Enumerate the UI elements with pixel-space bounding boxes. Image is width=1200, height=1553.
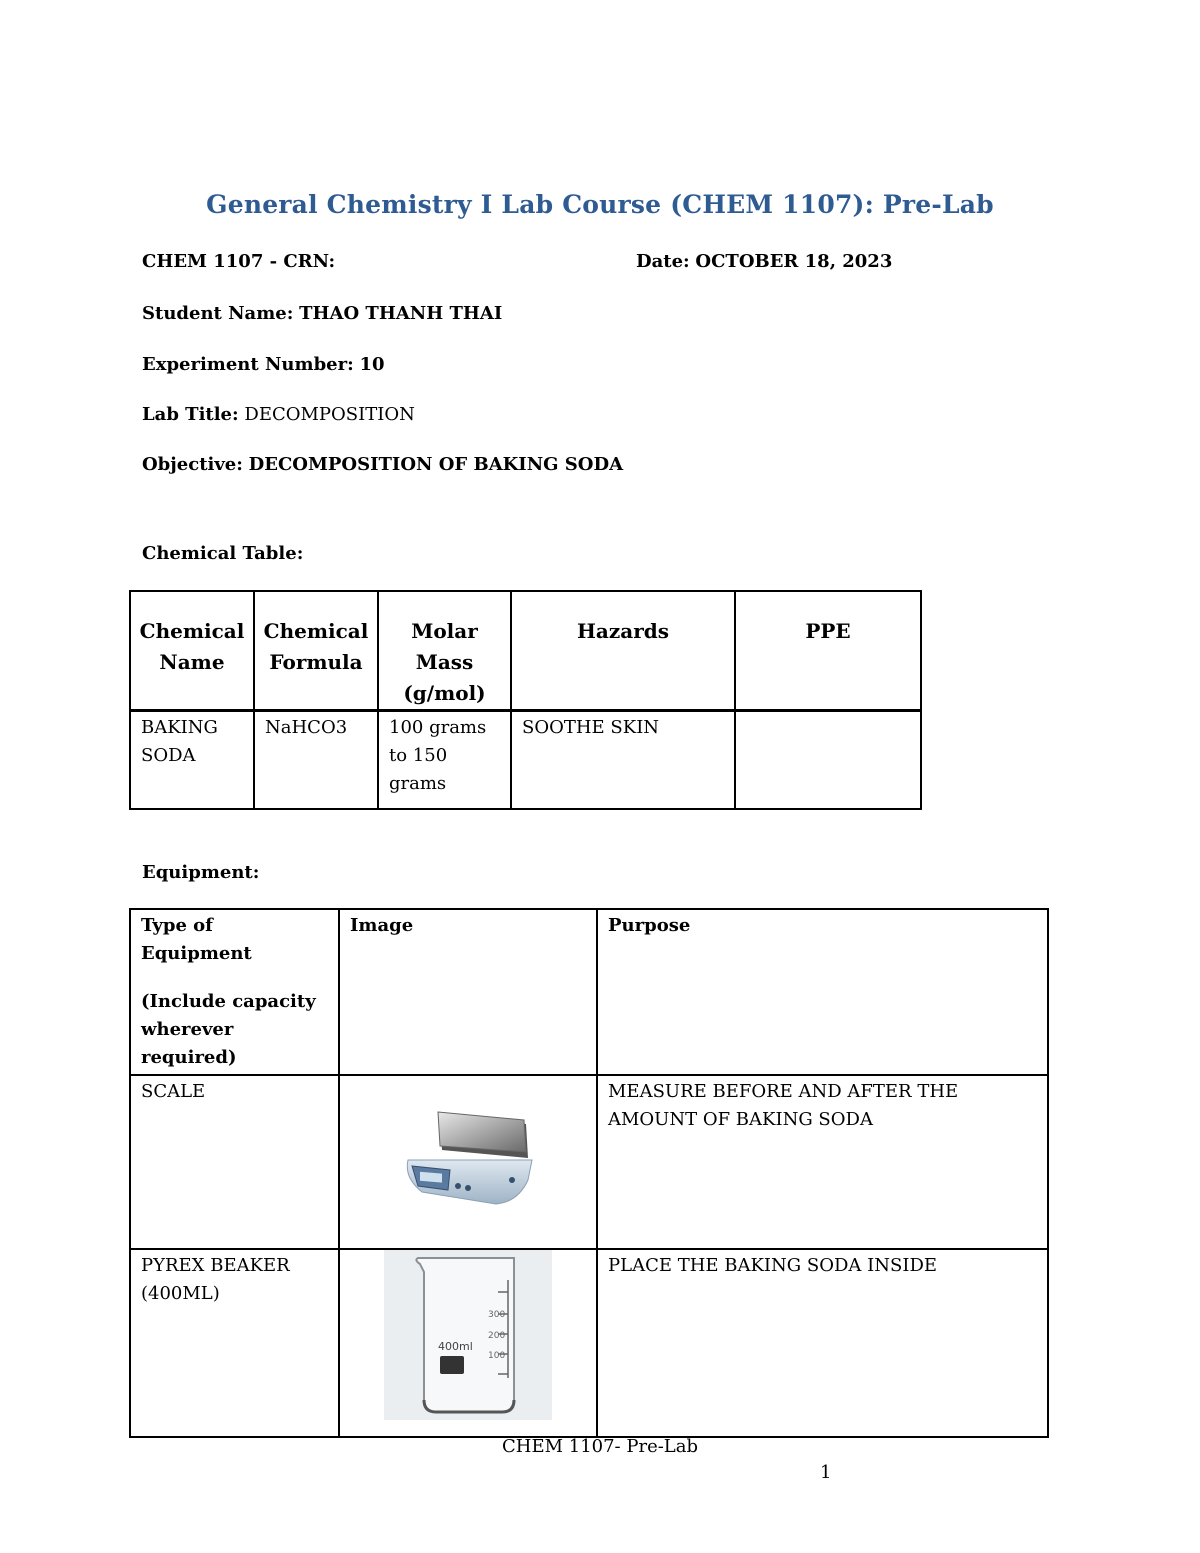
date-field bbox=[636, 251, 892, 272]
column-header-image: Image bbox=[339, 909, 597, 1075]
student-name-field bbox=[142, 303, 502, 324]
objective-value: DECOMPOSITION OF BAKING SODA bbox=[248, 454, 624, 475]
table-row bbox=[130, 1249, 1048, 1437]
cell-equipment-image bbox=[339, 1075, 597, 1249]
page-number: 1 bbox=[820, 1462, 832, 1483]
table-row bbox=[130, 711, 921, 809]
cell-ppe bbox=[735, 711, 921, 809]
equipment-table-header-row bbox=[130, 909, 1048, 1075]
student-name-label: Student Name: bbox=[142, 303, 294, 324]
beaker-capacity-label: 400ml bbox=[438, 1340, 473, 1353]
lab-title-label: Lab Title: bbox=[142, 404, 239, 425]
beaker-marking-100: 100 bbox=[488, 1351, 506, 1361]
digital-scale-icon bbox=[400, 1108, 540, 1208]
beaker-marking-300: 300 bbox=[488, 1310, 506, 1320]
crn-field bbox=[142, 251, 335, 272]
cell-equipment-type: PYREX BEAKER (400ML) bbox=[130, 1249, 339, 1437]
experiment-number-value: 10 bbox=[359, 354, 385, 375]
cell-equipment-image bbox=[339, 1249, 597, 1437]
column-header-chemical-formula: Chemical Formula bbox=[254, 591, 378, 711]
objective-field bbox=[142, 454, 623, 475]
column-header-hazards: Hazards bbox=[511, 591, 735, 711]
column-header-type: Type of Equipment (Include capacity wherever required) bbox=[130, 909, 339, 1075]
chemical-table bbox=[129, 590, 922, 810]
cell-equipment-purpose: PLACE THE BAKING SODA INSIDE bbox=[597, 1249, 1048, 1437]
crn-label: CHEM 1107 - CRN: bbox=[142, 251, 336, 272]
chemical-table-heading: Chemical Table: bbox=[142, 543, 304, 564]
beaker-marking-200: 200 bbox=[488, 1331, 506, 1341]
cell-equipment-type: SCALE bbox=[130, 1075, 339, 1249]
page-footer: CHEM 1107- Pre-Lab bbox=[501, 1436, 699, 1457]
column-header-ppe: PPE bbox=[735, 591, 921, 711]
equipment-table bbox=[129, 908, 1049, 1438]
equipment-heading: Equipment: bbox=[142, 862, 260, 883]
column-header-purpose: Purpose bbox=[597, 909, 1048, 1075]
cell-hazards: SOOTHE SKIN bbox=[511, 711, 735, 809]
chemical-table-header-row bbox=[130, 591, 921, 711]
document-title: General Chemistry I Lab Course (CHEM 1107): Pre-Lab bbox=[206, 190, 994, 219]
column-header-molar-mass: Molar Mass (g/mol) bbox=[378, 591, 511, 711]
date-value: OCTOBER 18, 2023 bbox=[695, 251, 893, 272]
table-row bbox=[130, 1075, 1048, 1249]
experiment-number-label: Experiment Number: bbox=[142, 354, 354, 375]
cell-chemical-name: BAKING SODA bbox=[130, 711, 254, 809]
date-label: Date: bbox=[636, 251, 690, 272]
cell-molar-mass: 100 grams to 150 grams bbox=[378, 711, 511, 809]
cell-chemical-formula: NaHCO3 bbox=[254, 711, 378, 809]
experiment-number-field bbox=[142, 354, 385, 375]
lab-title-field bbox=[142, 404, 415, 425]
cell-equipment-purpose: MEASURE BEFORE AND AFTER THE AMOUNT OF BAKING SODA bbox=[597, 1075, 1048, 1249]
beaker-icon bbox=[384, 1250, 552, 1420]
student-name-value: THAO THANH THAI bbox=[299, 303, 503, 324]
column-header-chemical-name: Chemical Name bbox=[130, 591, 254, 711]
objective-label: Objective: bbox=[142, 454, 243, 475]
lab-title-value: DECOMPOSITION bbox=[244, 404, 415, 425]
